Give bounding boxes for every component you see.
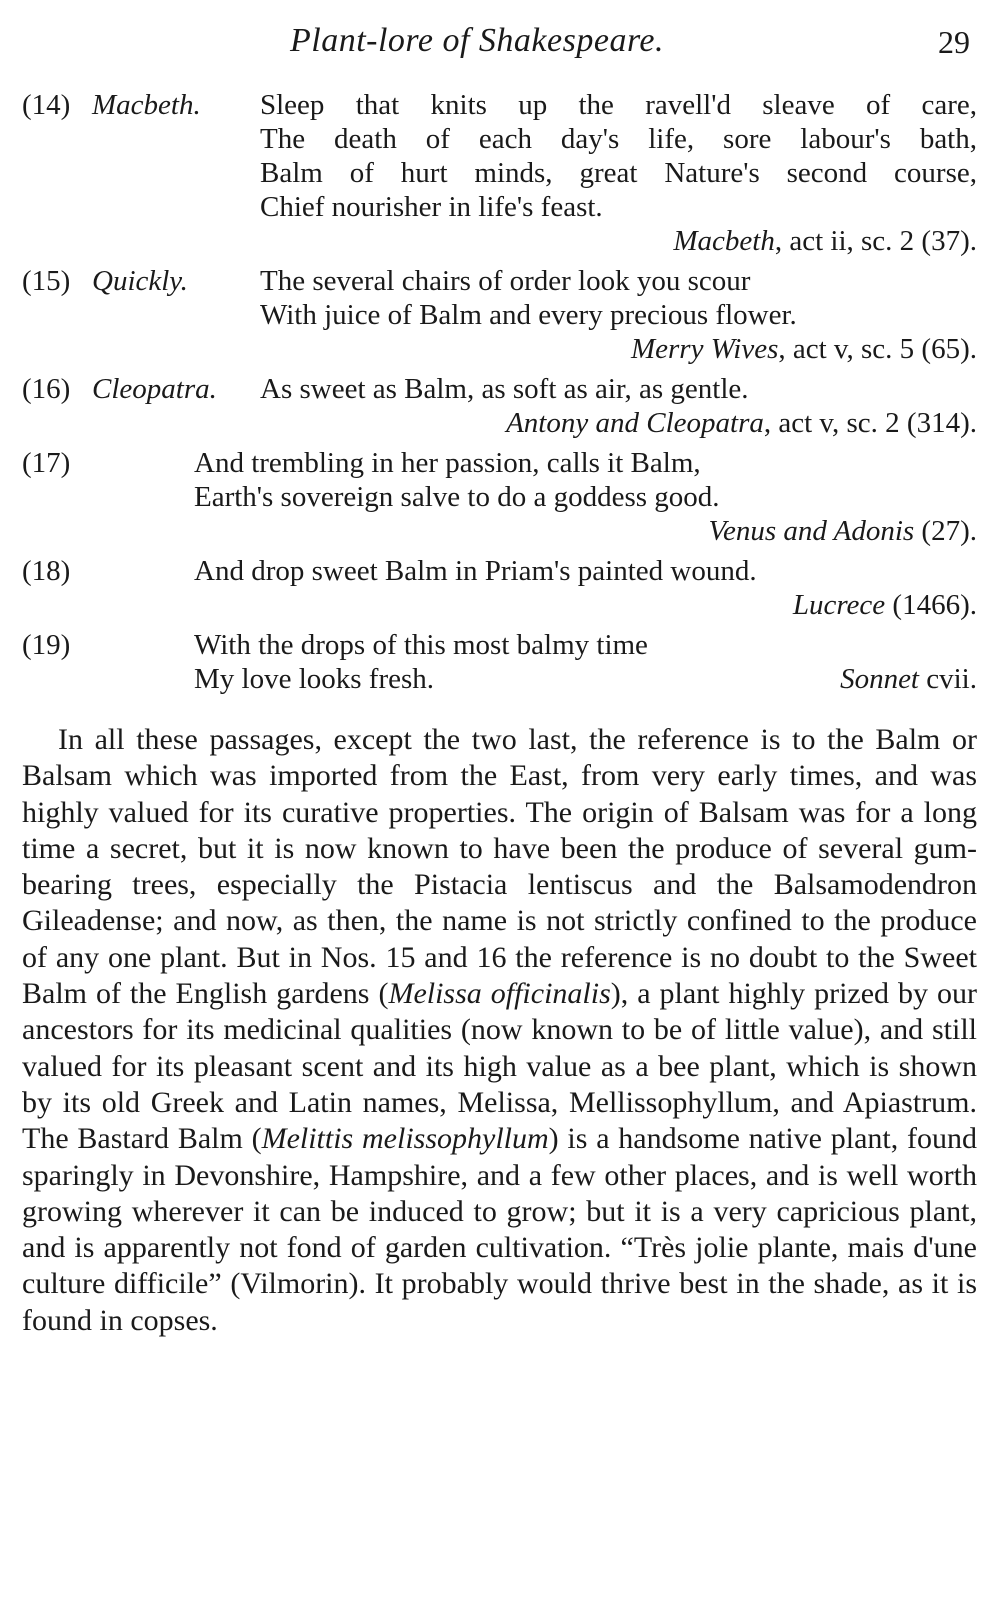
quotation-source	[22, 514, 977, 548]
quotation-16	[22, 372, 977, 440]
botanical-name: Melittis melissophyllum	[261, 1122, 549, 1156]
quotation-source	[22, 224, 977, 258]
quotation-number: (16)	[22, 373, 71, 405]
verse-last-line	[194, 662, 977, 696]
paragraph-text: ) is a handsome native plant, found sparingly in Devonshire, Hampshire, and a few other places, and is well worth growing wherever it can be induced to grow; but it is a very capricious plant, and is apparently not fond of garden cultivation. “Très jolie plante, mais d'une culture difficile” (Vilmorin). It probably would thrive best in the shade, as it is found in copses.	[22, 1122, 977, 1337]
quotation-speaker: Quickly.	[92, 265, 188, 297]
source-work: Lucrece	[792, 589, 886, 621]
verse-line: The death of each day's life, sore labour's bath,	[260, 123, 977, 155]
quotation-19	[22, 628, 977, 696]
quotation-list	[22, 88, 977, 702]
quotation-number: (18)	[22, 555, 71, 587]
source-work: Macbeth	[673, 225, 775, 257]
verse-line: And trembling in her passion, calls it Balm,	[194, 447, 701, 479]
source-work: Sonnet	[840, 663, 919, 695]
verse-line: Chief nourisher in life's feast.	[260, 191, 603, 223]
quotation-17	[22, 446, 977, 548]
paragraph-text: In all these passages, except the two last, the reference is to the Balm or Balsam which was imported from the East, from very early times, and was highly valued for its curative properties. The origin of Balsam was for a long time a secret, but it is now known to have been the produce of several gum-bearing trees, especially the Pistacia lentiscus and the Balsamodendron Gileadense; and now, as then, the name is not strictly confined to the produce of any one plant. But in Nos. 15 and 16 the reference is no doubt to the Sweet Balm of the English gardens (	[22, 723, 977, 1011]
verse-line: With juice of Balm and every precious flower.	[260, 299, 797, 331]
source-reference: , act ii, sc. 2 (37).	[774, 225, 977, 257]
source-reference: cvii.	[919, 663, 977, 695]
quotation-speaker: Macbeth.	[92, 89, 201, 121]
quotation-source	[22, 406, 977, 440]
quotation-14	[22, 88, 977, 258]
running-title: Plant-lore of Shakespeare.	[290, 22, 665, 59]
commentary-text	[22, 722, 977, 1339]
page-number: 29	[938, 24, 970, 60]
source-reference: , act v, sc. 5 (65).	[778, 333, 977, 365]
commentary-paragraph	[22, 722, 977, 1339]
quotation-source	[22, 332, 977, 366]
quotation-number: (17)	[22, 447, 71, 479]
page-header	[0, 22, 1000, 62]
quotation-15	[22, 264, 977, 366]
verse-line: As sweet as Balm, as soft as air, as gentle.	[260, 373, 749, 405]
verse-line: With the drops of this most balmy time	[194, 629, 648, 661]
source-work: Merry Wives	[630, 333, 779, 365]
verse-line: My love looks fresh.	[194, 663, 435, 695]
botanical-name: Melissa officinalis	[388, 977, 611, 1011]
verse-line: The several chairs of order look you scour	[260, 265, 751, 297]
verse-line: Sleep that knits up the ravell'd sleave of care,	[260, 89, 977, 121]
quotation-speaker: Cleopatra.	[92, 373, 217, 405]
source-work: Antony and Cleopatra	[506, 407, 764, 439]
quotation-number: (14)	[22, 89, 71, 121]
verse-line: And drop sweet Balm in Priam's painted wound.	[194, 555, 757, 587]
paragraph-text: ), a plant highly prized by our ancestors for its medicinal qualities (now known to be of little value), and still valued for its pleasant scent and its high value as a bee plant, which is shown by its old Greek and Latin names, Melissa, Mellissophyllum, and Apiastrum. The Bastard Balm (	[22, 977, 977, 1156]
source-reference: , act v, sc. 2 (314).	[763, 407, 977, 439]
source-reference: (1466).	[885, 589, 977, 621]
source-reference: (27).	[914, 515, 977, 547]
quotation-number: (19)	[22, 629, 71, 661]
quotation-source	[840, 662, 977, 696]
quotation-number: (15)	[22, 265, 71, 297]
quotation-source	[22, 588, 977, 622]
source-work: Venus and Adonis	[708, 515, 915, 547]
verse-line: Earth's sovereign salve to do a goddess good.	[194, 481, 720, 513]
quotation-18	[22, 554, 977, 622]
verse-line: Balm of hurt minds, great Nature's second course,	[260, 157, 977, 189]
